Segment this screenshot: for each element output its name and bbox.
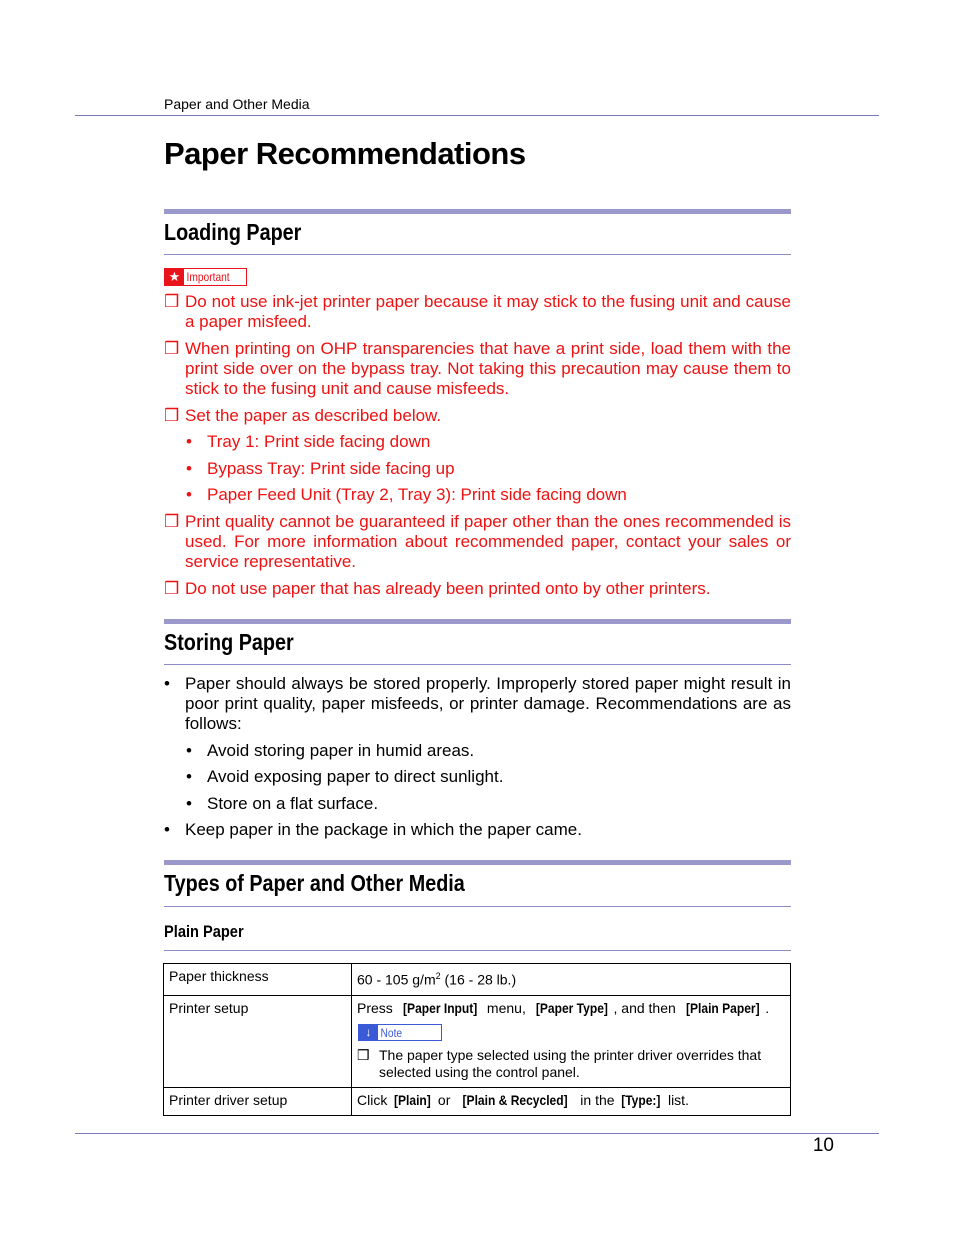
section-rule-thick [164, 209, 791, 214]
important-badge [164, 268, 247, 286]
bullet-icon: • [186, 794, 192, 813]
arrow-down-icon: ↓ [359, 1025, 378, 1040]
section-rule-thin [164, 906, 791, 907]
section-heading-storing: Storing Paper [164, 629, 294, 655]
bullet-icon: • [186, 767, 192, 786]
section-heading-types: Types of Paper and Other Media [164, 870, 465, 896]
ui-label: [Paper Input] [402, 999, 477, 1016]
section-rule-thin [164, 664, 791, 665]
bullet-icon: • [186, 741, 192, 760]
checkbox-icon: ❒ [164, 339, 180, 358]
footer-rule [75, 1133, 879, 1134]
table-value: Click [Plain] or [Plain & Recycled] in the [Type:] list. [352, 1087, 791, 1115]
important-subitem: • Paper Feed Unit (Tray 2, Tray 3): Print side facing down [186, 485, 627, 504]
important-item: ❒ Do not use paper that has already been printed onto by other printers. [164, 579, 711, 598]
ui-label: [Type:] [621, 1091, 661, 1108]
table-key: Printer setup [164, 995, 352, 1087]
section-heading-loading: Loading Paper [164, 219, 302, 245]
checkbox-icon: ❒ [164, 406, 180, 425]
table-row [164, 1087, 791, 1115]
ui-label: [Plain] [394, 1091, 432, 1108]
page-number: 10 [812, 1135, 834, 1156]
header-rule [75, 115, 879, 116]
table-key: Paper thickness [164, 964, 352, 996]
table-value: 60 - 105 $g/m^2$ (16 - 28 lb.) [352, 964, 791, 996]
table-row [164, 995, 791, 1087]
bullet-icon: • [164, 820, 170, 839]
important-subitem: • Tray 1: Print side facing down [186, 432, 431, 451]
table-value: Press [Paper Input] menu, [Paper Type] , and then [Plain Paper] . ❒ The paper type selected using the printer driver overrides that selected using the control panel. [352, 995, 791, 1087]
list-item: • Keep paper in the package in which the paper came. [164, 820, 582, 839]
note-badge [358, 1024, 442, 1041]
note-item: ❒ The paper type selected using the printer driver overrides that selected using the control panel. [357, 1046, 762, 1080]
important-subitem: • Bypass Tray: Print side facing up [186, 459, 455, 478]
important-item: ❒ Do not use ink-jet printer paper because it may stick to the fusing unit and cause a paper misfeed. [164, 292, 791, 331]
list-item: • Paper should always be stored properly. Improperly stored paper might result in poor print quality, paper misfeeds, or printer damage. Recommendations are as follows: [164, 674, 791, 733]
plain-paper-table [163, 963, 791, 1116]
ui-label: [Plain Paper] [685, 999, 760, 1016]
section-rule-thick [164, 619, 791, 624]
table-key: Printer driver setup [164, 1087, 352, 1115]
bullet-icon: • [186, 432, 192, 451]
list-subitem: • Avoid exposing paper to direct sunlight. [186, 767, 504, 786]
list-subitem: • Store on a flat surface. [186, 794, 379, 813]
checkbox-icon: ❒ [164, 292, 180, 311]
star-icon: ★ [165, 269, 184, 285]
ui-label: [Paper Type] [535, 999, 608, 1016]
list-subitem: • Avoid storing paper in humid areas. [186, 741, 475, 760]
important-label: Important [186, 270, 230, 284]
important-item: ❒ When printing on OHP transparencies that have a print side, load them with the print side over on the bypass tray. Not taking this precaution may cause them to stick to the fusing unit and cause misfeeds. [164, 339, 791, 398]
subsection-heading-plain: Plain Paper [164, 922, 244, 941]
page-title: Paper Recommendations [164, 136, 526, 171]
bullet-icon: • [186, 459, 192, 478]
running-head: Paper and Other Media [164, 96, 310, 112]
section-rule-thick [164, 860, 791, 865]
important-item: ❒ Set the paper as described below. [164, 406, 442, 425]
bullet-icon: • [186, 485, 192, 504]
note-label: Note [380, 1025, 403, 1040]
important-item: ❒ Print quality cannot be guaranteed if paper other than the ones recommended is used. For more information about recommended paper, contact your sales or service representative. [164, 512, 791, 571]
checkbox-icon: ❒ [164, 579, 180, 598]
checkbox-icon: ❒ [357, 1046, 370, 1063]
bullet-icon: • [164, 674, 170, 693]
checkbox-icon: ❒ [164, 512, 180, 531]
ui-label: [Plain & Recycled] [462, 1091, 568, 1108]
section-rule-thin [164, 254, 791, 255]
subsection-rule [164, 950, 791, 951]
table-row [164, 964, 791, 996]
